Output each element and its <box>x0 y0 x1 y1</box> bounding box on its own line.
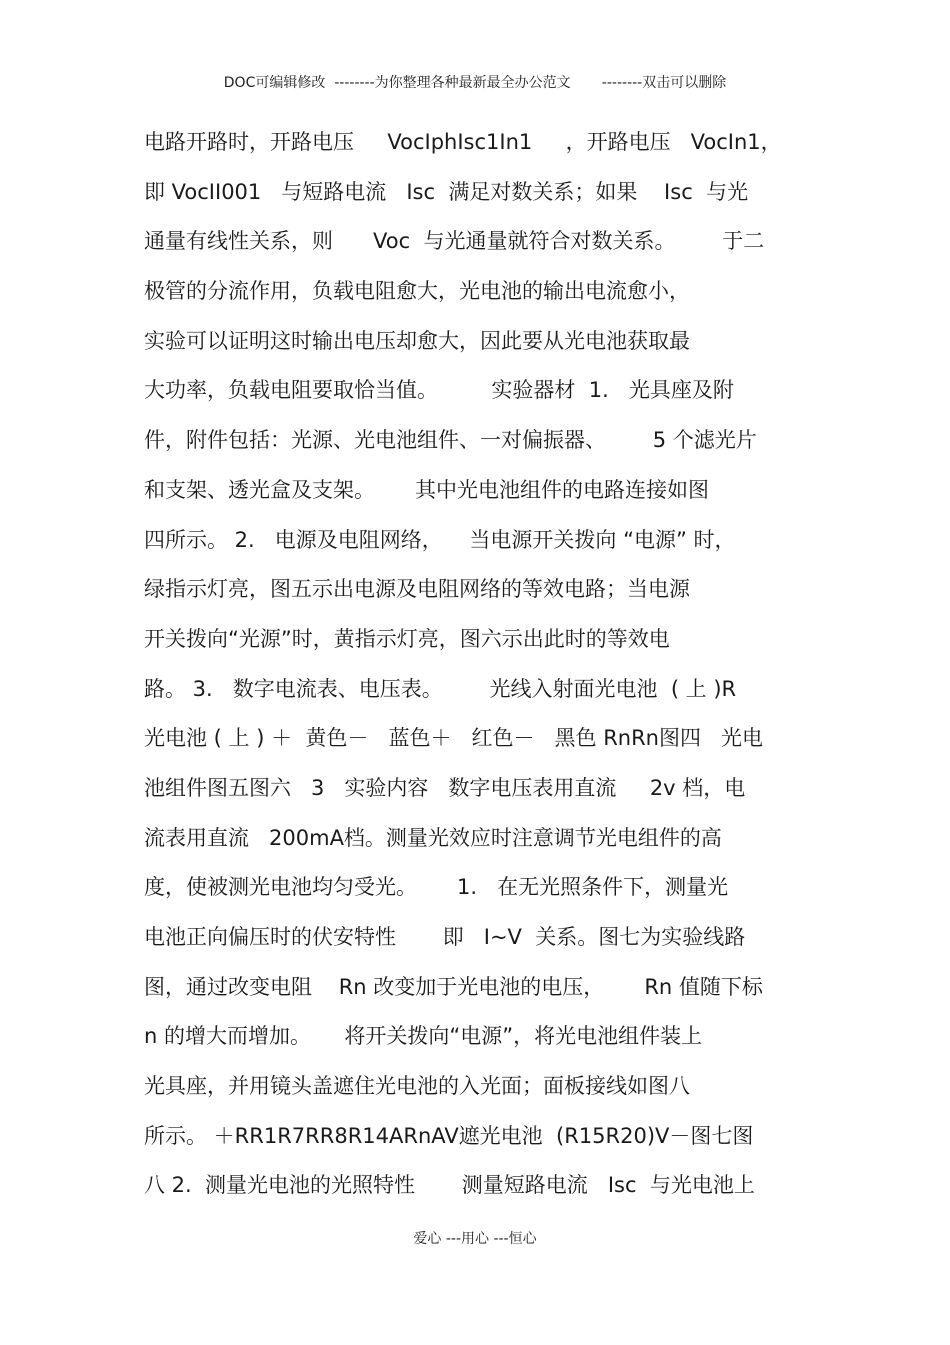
text-line: 光具座，并用镜头盖遮住光电池的入光面；面板接线如图八 <box>144 1074 690 1099</box>
text-line: 度，使被测光电池均匀受光。 1. 在无光照条件下，测量光 <box>144 875 729 900</box>
text-line: 开关拨向“光源”时，黄指示灯亮，图六示出此时的等效电 <box>144 626 670 651</box>
text-line: 电池正向偏压时的伏安特性 即 I~V 关系。图七为实验线路 <box>144 925 746 949</box>
text-line: n 的增大而增加。 将开关拨向“电源”，将光电池组件装上 <box>144 1024 703 1049</box>
text-line: 绿指示灯亮，图五示出电源及电阻网络的等效电路；当电源 <box>144 577 690 602</box>
text-line: 图，通过改变电阻 Rn 改变加于光电池的电压， Rn 值随下标 <box>144 974 763 999</box>
text-line: 实验可以证明这时输出电压却愈大，因此要从光电池获取最 <box>144 328 690 353</box>
text-line: 八 2. 测量光电池的光照特性 测量短路电流 Isc 与光电池上 <box>144 1173 755 1198</box>
text-line: 光电池 ( 上 ) ＋ 黄色－ 蓝色＋ 红色－ 黑色 RnRn图四 光电 <box>144 726 764 751</box>
text-line: 路。 3. 数字电流表、电压表。 光线入射面光电池 ( 上 )R <box>144 676 737 701</box>
text-line: 通量有线性关系，则 Voc 与光通量就符合对数关系。 于二 <box>144 229 765 254</box>
page-footer: 爱心 ---用心 ---恒心 <box>413 1231 537 1247</box>
text-line: 大功率，负载电阻要取恰当值。 实验器材 1. 光具座及附 <box>144 378 734 403</box>
text-line: 电路开路时，开路电压 VocIphIsc1In1 ，开路电压 VocIn1， <box>144 130 782 154</box>
text-line: 极管的分流作用，负载电阻愈大，光电池的输出电流愈小， <box>144 279 690 304</box>
page-header: DOC可编辑修改 --------为你整理各种最新最全办公范文 --------双击可以删除 <box>223 75 727 91</box>
text-line: 流表用直流 200mA档。测量光效应时注意调节光电组件的高 <box>144 825 722 850</box>
text-line: 所示。 ＋RR1R7RR8R14ARnAV遮光电池 (R15R20)V－图七图 <box>144 1123 754 1148</box>
text-line: 和支架、透光盒及支架。 其中光电池组件的电路连接如图 <box>144 477 710 502</box>
text-line: 即 VocII001 与短路电流 Isc 满足对数关系；如果 Isc 与光 <box>144 179 749 204</box>
text-line: 件，附件包括：光源、光电池组件、一对偏振器、 5 个滤光片 <box>144 428 757 453</box>
text-line: 四所示。 2. 电源及电阻网络， 当电源开关拨向 “电源” 时， <box>144 527 736 552</box>
text-line: 池组件图五图六 3 实验内容 数字电压表用直流 2v 档，电 <box>144 775 746 800</box>
body-text <box>144 118 814 1211</box>
